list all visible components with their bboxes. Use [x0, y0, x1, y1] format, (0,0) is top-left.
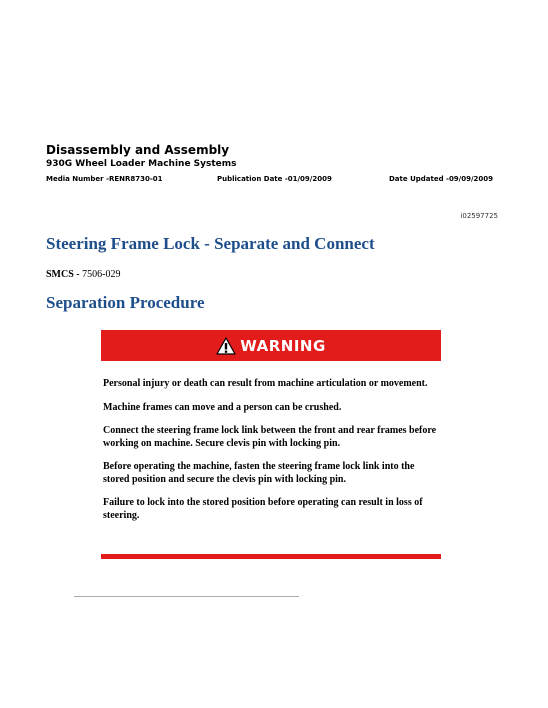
date-updated: Date Updated -09/09/2009	[389, 175, 494, 183]
document-subtitle: 930G Wheel Loader Machine Systems	[46, 159, 237, 169]
warning-bottom-bar	[101, 554, 441, 559]
media-number: Media Number -RENR8730-01	[46, 175, 163, 183]
warning-paragraph: Connect the steering frame lock link between the front and rear frames before working on machine. Secure clevis pin with locking pin.	[103, 425, 437, 449]
warning-paragraph: Personal injury or death can result from machine articulation or movement.	[103, 378, 428, 389]
warning-text	[103, 378, 438, 533]
warning-paragraph: Before operating the machine, fasten the steering frame lock link into the stored position and secure the clevis pin with locking pin.	[103, 461, 415, 485]
section-title: Separation Procedure	[46, 293, 205, 312]
warning-label: WARNING	[240, 336, 326, 355]
document-id: i02597725	[460, 212, 498, 220]
publication-date: Publication Date -01/09/2009	[217, 175, 332, 183]
document-title: Disassembly and Assembly	[46, 143, 230, 157]
smcs-label: SMCS -	[46, 269, 83, 280]
page-title: Steering Frame Lock - Separate and Connect	[46, 234, 375, 253]
warning-triangle-icon	[216, 337, 236, 355]
smcs-code: 7506-029	[82, 269, 121, 280]
footer-divider	[74, 596, 299, 597]
warning-paragraph: Machine frames can move and a person can be crushed.	[103, 401, 342, 413]
warning-paragraph: Failure to lock into the stored position before operating can result in loss of steering.	[103, 497, 423, 521]
smcs-line	[46, 269, 120, 280]
warning-banner	[101, 330, 441, 361]
